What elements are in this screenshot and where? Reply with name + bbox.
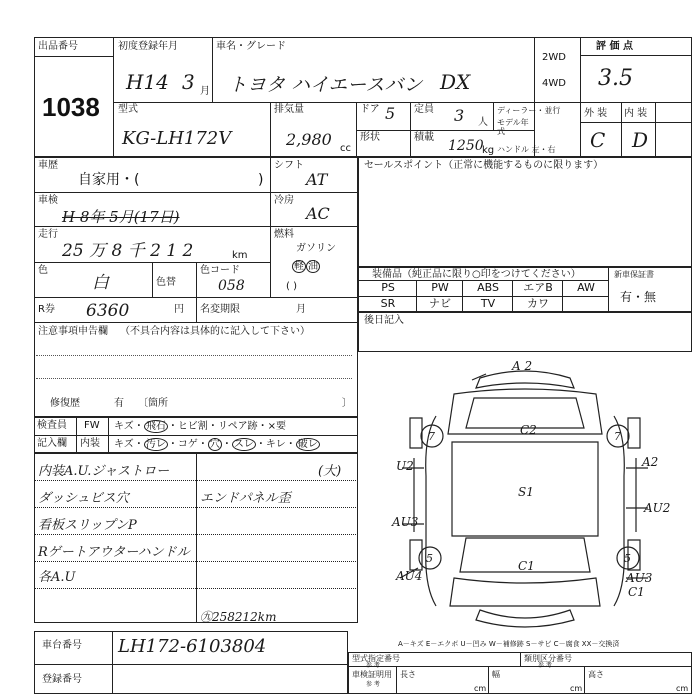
width-label: 幅 [492,670,500,679]
height-label: 高さ [588,670,604,679]
history-label: 車歴 [38,160,58,171]
exterior-value: C [590,128,606,152]
cert-label: 車検証明用 [352,670,392,679]
caution-note: （不具合内容は具体的に記入して下さい） [120,326,310,337]
repair-value: 有 [114,398,124,409]
month-unit: 月 [200,86,210,97]
equip-ps: PS [381,281,395,294]
length-label: 長さ [400,670,416,679]
door-label: ドア [360,104,380,115]
note-line-1: 内装A.U.ジャストロー [38,464,170,479]
equipment-label: 装備品（純正品に限り○印をつけてください） [372,269,581,280]
recycle-value: 6360 [86,301,130,321]
damage-label-7-right: 7 [614,430,621,443]
displacement-value: 2,980 [286,130,332,149]
damage-label-s1: S1 [518,485,534,499]
first-reg-value: H14 [126,70,169,94]
capacity-unit: 人 [478,117,488,128]
interior-options: キズ・ 汚レ ・コゲ・ 穴 ・ スレ ・キレ・ 破レ [114,439,318,450]
displacement-label: 排気量 [274,104,304,115]
equip-airbag: エアB [523,281,553,294]
note-right: (大) [318,464,342,479]
after-label: 後日記入 [364,315,404,326]
lot-number: 1038 [42,92,100,122]
mileage-label: 走行 [38,229,58,240]
lot-number-label: 出品番号 [38,41,78,52]
mileage-unit: km [232,250,248,261]
damage-label-au3-left: AU3 [392,515,419,529]
fuel-label: 燃料 [274,229,294,240]
door-value: 5 [385,104,396,123]
color-code-label: 色コード [200,265,240,276]
dealer-label: ディーラー・並行 [497,106,561,115]
car-name: トヨタ ハイエースバン [228,74,423,96]
history-value: 自家用・( [78,172,140,188]
first-reg-month: 3 [182,70,195,94]
damage-label-au4: AU4 [396,569,423,583]
repair-close: 〕 [342,398,352,409]
ac-label: 冷房 [274,195,294,206]
damage-label-au2: AU2 [644,501,671,515]
handle-label: ハンドル 左・右 [497,145,556,154]
warranty-label: 新車保証書 [614,270,654,279]
capacity-value: 3 [454,106,465,125]
note-line-3: 看板スリップンP [38,518,137,533]
drive-4wd: 4WD [542,78,566,89]
damage-label-u2: U2 [396,459,414,473]
equip-tv: TV [480,297,496,310]
note-line-5: 各A.U [38,570,76,585]
car-grade: DX [440,70,471,94]
capacity-label: 定員 [414,104,434,115]
repair-place: 〔箇所 [138,398,168,409]
model-value: KG-LH172V [122,128,232,149]
damage-label-5-right: 5 [624,552,631,565]
length-unit: cm [474,684,487,693]
interior-value: D [632,128,649,152]
sales-point-label: セールスポイント（正常に機能するものに限ります） [364,160,604,171]
damage-label-au3-right: AU3 [626,571,653,585]
cert-ref: 参 考 [366,681,380,688]
width-unit: cm [570,684,583,693]
interior-check-label: 内装 [80,438,100,449]
damage-label-c1-center: C1 [518,559,535,573]
note-mid: エンドパネル歪 [200,491,291,506]
fuel-diesel: 軽 油 [294,261,318,272]
exterior-label: 外 装 [584,108,608,119]
note-line-4: Rゲートアウターハンドル [38,545,190,560]
spec-ref: 参 考 [366,662,380,669]
color-code-value: 058 [218,278,245,294]
registration-label: 登録番号 [42,674,82,685]
load-value: 1250 [448,138,484,154]
odometer-note: ㊈258212km [200,610,277,624]
score-label: 評 価 点 [596,41,633,52]
recycle-label: R券 [38,304,55,315]
color-change-label: 色替 [156,277,176,288]
shift-label: シフト [274,160,304,171]
recycle-unit: 円 [174,304,184,315]
after-frame [358,312,692,352]
color-label: 色 [38,265,48,276]
height-unit: cm [676,684,689,693]
fuel-gasoline: ガソリン [296,243,336,254]
auction-sheet: 出品番号 1038 初度登録年月 H14 3 月 車名・グレード トヨタ ハイエースバン DX 2WD 4WD 評 価 点 3.5 型式 KG-LH172V 排気量 2,980 cc ドア 5 定員 3 人 ディーラー・並行 モデル年式 形状 積載 1250 kg ハンドル 左・右 外 装 内 装 C D 車歴 自家用・( ) 車検 H 8年 5月(17日) 走行 25 万 8 千 2 1 2 km 色 白 色替 色コード 058 シフト AT 冷房 AC 燃料 ガソリン 軽 油 ( ) R券 6360 円 名変期限 月 注意事項申告欄 （不具合内容は具体的に記入して下さい） 修復歴 有 〔箇所 〕 検査員 記入欄 FW 内装 キズ・ 飛石 ・ヒビ割・リペア跡・×要 キズ・ 汚レ ・コゲ・ 穴 ・ スレ ・キレ・ 破レ 内装A.U.ジャストロー ダッシュビス穴 看板スリップンP Rゲートアウターハンドル 各A.U (大) エンドパネル歪 ㊈258212km セールスポイント（正常に機能するものに限ります） 装備品（純正品に限り○印をつけてください） 新車保証書 有・無 PS PW ABS エアB AW SR ナビ TV カワ 後日記入 A 2 C2 S1 C1 U2 A2 AU3 AU2 AU4 AU3 C1 7 7 5 5 A－キズ E－エクボ U－凹み W－補修跡 S－サビ C－腐食 XX－交換済 車台番号 LH172-6103804 登録番号 型式指定番号 参 考 類別区分番号 参 考 車検証明用 参 考 長さ cm 幅 cm 高さ cm [0,0,700,700]
car-damage-diagram [362,356,688,638]
sales-frame [358,157,692,267]
equip-leather: カワ [527,297,549,310]
warranty-value: 有・無 [620,290,657,304]
equip-pw: PW [431,281,449,294]
damage-label-a2-top: A 2 [512,359,533,373]
chassis-label: 車台番号 [42,640,82,651]
spec-number-label: 型式指定番号 [352,654,400,663]
class-ref: 参 考 [538,662,552,669]
model-label: 型式 [118,104,138,115]
equip-navi: ナビ [429,297,451,310]
name-grade-label: 車名・グレード [216,41,286,52]
chassis-value: LH172-6103804 [118,636,267,657]
damage-label-5-left: 5 [426,552,433,565]
fuel-other: ( ) [286,281,297,292]
color-value: 白 [92,273,109,293]
mileage-value: 25 万 8 千 2 1 2 [62,241,194,261]
damage-label-a2-right: A2 [642,455,659,469]
inspection-value: H 8年 5月(17日) [62,208,180,226]
shape-label: 形状 [360,132,380,143]
damage-label-7-left: 7 [428,430,435,443]
note-line-2: ダッシュビス穴 [38,491,129,506]
shift-value: AT [306,170,328,189]
damage-legend: A－キズ E－エクボ U－凹み W－補修跡 S－サビ C－腐食 XX－交換済 [398,640,620,648]
inspection-label: 車検 [38,195,58,206]
score-value: 3.5 [598,66,633,91]
ac-value: AC [306,204,330,223]
name-change-month: 月 [296,304,306,315]
inspector-label: 検査員 [37,420,67,431]
equip-abs: ABS [477,281,499,294]
equip-sr: SR [380,297,396,310]
fw-label: FW [84,420,100,431]
fw-options: キズ・ 飛石 ・ヒビ割・リペア跡・×要 [114,421,287,432]
load-label: 積載 [414,132,434,143]
drive-2wd: 2WD [542,52,566,63]
damage-label-c2: C2 [520,423,537,437]
displacement-unit: cc [340,143,351,154]
name-change-label: 名変期限 [200,304,240,315]
interior-label: 内 装 [624,108,648,119]
writer-label: 記入欄 [37,438,67,449]
damage-label-c1-right: C1 [628,585,645,599]
first-reg-label: 初度登録年月 [118,41,178,52]
caution-label: 注意事項申告欄 [38,326,108,337]
load-unit: kg [482,145,495,156]
model-year-label: モデル年式 [497,118,529,136]
equip-aw: AW [577,281,595,294]
repair-label: 修復歴 [50,398,80,409]
class-number-label: 類別区分番号 [524,654,572,663]
